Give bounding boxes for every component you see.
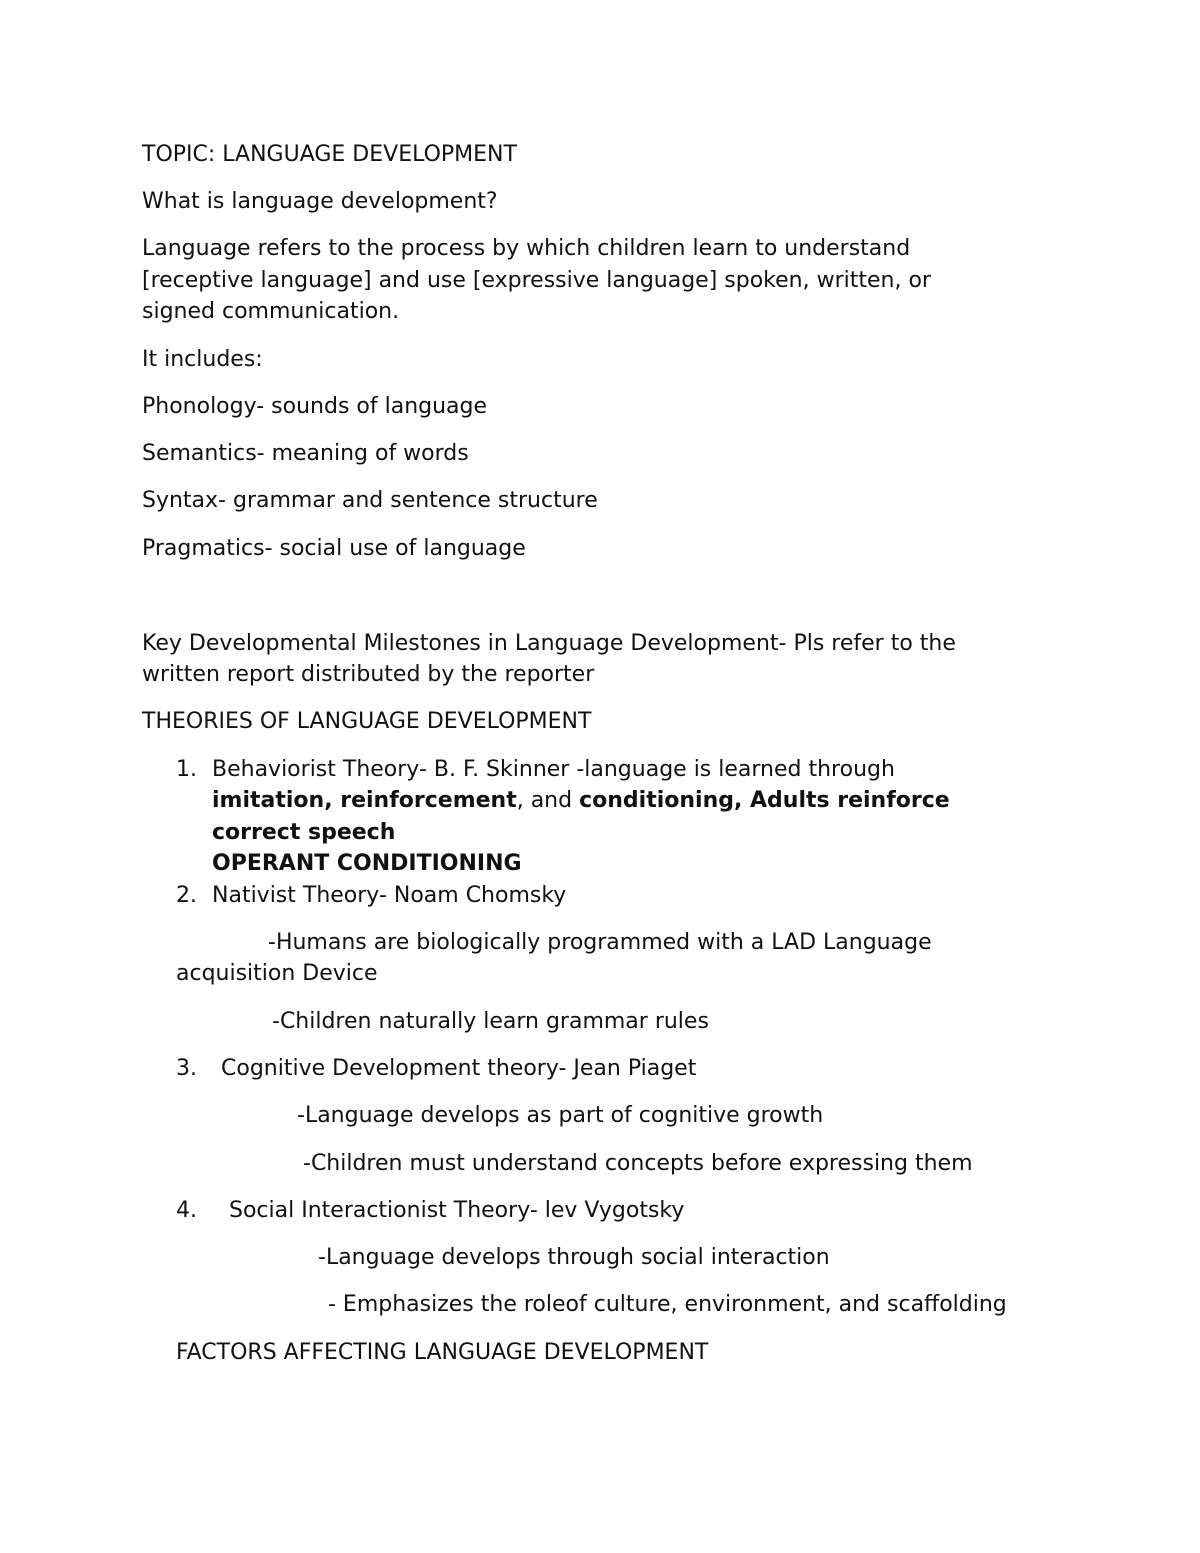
theory-4-point-1: -Language develops through social interaction: [318, 1245, 830, 1270]
theory-4-title: Social Interactionist Theory- lev Vygotsky: [229, 1198, 685, 1223]
theory-2-point-2: -Children naturally learn grammar rules: [272, 1009, 709, 1034]
question-line: What is language development?: [142, 189, 498, 214]
includes-label: It includes:: [142, 347, 263, 372]
definition-line-2: [receptive language] and use [expressive language] spoken, written, or: [142, 268, 931, 293]
theory-1-line-3: correct speech: [212, 820, 396, 845]
theory-2-point-1-line-2: acquisition Device: [176, 961, 378, 986]
definition-line-1: Language refers to the process by which children learn to understand: [142, 236, 911, 261]
component-semantics: Semantics- meaning of words: [142, 441, 469, 466]
theory-2-point-1-line-1: -Humans are biologically programmed with a LAD Language: [268, 930, 932, 955]
theory-3-number: 3.: [176, 1056, 197, 1081]
milestones-line-1: Key Developmental Milestones in Language Development- Pls refer to the: [142, 631, 956, 656]
theory-3-title: Cognitive Development theory- Jean Piaget: [221, 1056, 697, 1081]
theory-4-point-2: - Emphasizes the roleof culture, environment, and scaffolding: [328, 1292, 1007, 1317]
component-phonology: Phonology- sounds of language: [142, 394, 488, 419]
topic-heading: TOPIC: LANGUAGE DEVELOPMENT: [142, 142, 517, 167]
theory-1-bold-b: conditioning, Adults reinforce: [579, 788, 950, 813]
theory-3-point-2: -Children must understand concepts before expressing them: [303, 1151, 973, 1176]
component-pragmatics: Pragmatics- social use of language: [142, 536, 526, 561]
theory-2-title: Nativist Theory- Noam Chomsky: [212, 883, 567, 908]
theory-1-connector: , and: [516, 788, 580, 813]
theory-1-line-1: Behaviorist Theory- B. F. Skinner -language is learned through: [212, 757, 895, 782]
theory-1-bold-a: imitation, reinforcement: [212, 788, 517, 813]
theory-2-number: 2.: [176, 883, 197, 908]
theory-1-line-2: [212, 785, 950, 817]
theory-1-line-4: OPERANT CONDITIONING: [212, 851, 522, 876]
theory-3-point-1: -Language develops as part of cognitive growth: [297, 1103, 824, 1128]
milestones-line-2: written report distributed by the reporter: [142, 662, 595, 687]
theory-1-number: 1.: [176, 757, 197, 782]
factors-heading: FACTORS AFFECTING LANGUAGE DEVELOPMENT: [176, 1340, 709, 1365]
component-syntax: Syntax- grammar and sentence structure: [142, 488, 598, 513]
theories-heading: THEORIES OF LANGUAGE DEVELOPMENT: [142, 709, 592, 734]
definition-line-3: signed communication.: [142, 299, 400, 324]
theory-4-number: 4.: [176, 1198, 197, 1223]
